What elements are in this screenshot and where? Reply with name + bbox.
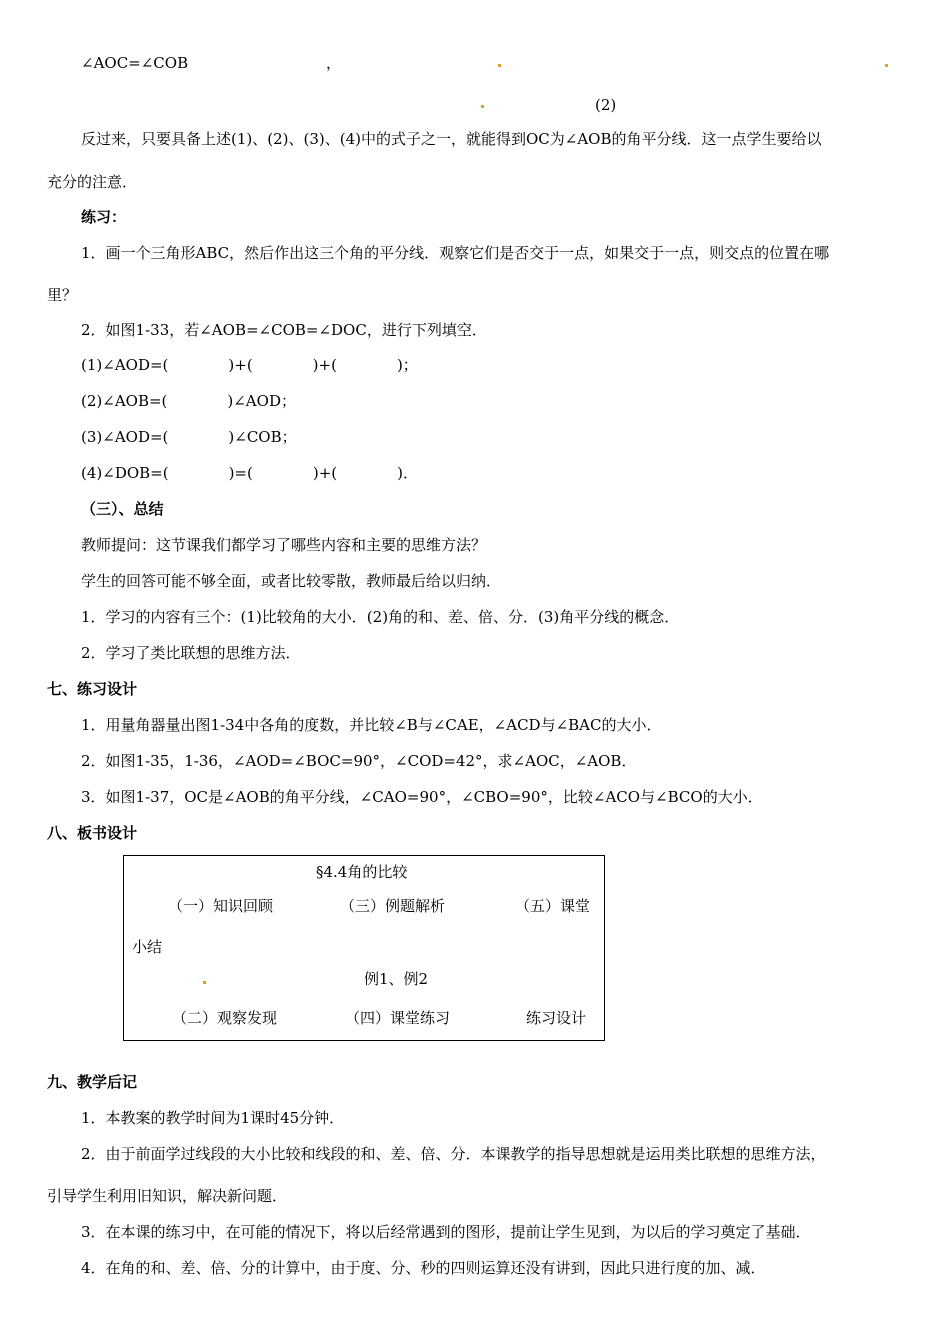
- formula-aoc-cob: ∠AOC=∠COB: [81, 54, 189, 72]
- mark-dot: [498, 64, 501, 67]
- summary-line: 教师提问：这节课我们都学习了哪些内容和主要的思维方法？: [81, 536, 487, 554]
- section-7-line: 3．如图1-37，OC是∠AOB的角平分线，∠CAO=90°，∠CBO=90°，比较∠ACO与∠BCO的大小．: [81, 788, 763, 806]
- board-item: 练习设计: [526, 1009, 587, 1027]
- board-item: 例1、例2: [364, 970, 429, 988]
- fill-blank-line: (1)∠AOD=( )+( )+( )；: [81, 356, 418, 374]
- board-item: （五）课堂: [515, 897, 591, 915]
- exercise-line: 2．如图1-33，若∠AOB=∠COB=∠DOC，进行下列填空．: [81, 321, 487, 339]
- section-7-line: 1．用量角器量出图1-34中各角的度数，并比较∠B与∠CAE，∠ACD与∠BAC的大小．: [81, 716, 662, 734]
- exercise-line: 1．画一个三角形ABC，然后作出这三个角的平分线．观察它们是否交于一点，如果交于一点，则交点的位置在哪: [81, 244, 830, 262]
- mark-dot: [481, 105, 484, 108]
- fill-blank-line: (3)∠AOD=( )∠COB；: [81, 428, 297, 446]
- section-9-line: 4．在角的和、差、倍、分的计算中，由于度、分、秒的四则运算还没有讲到，因此只进行度的加、减．: [81, 1259, 766, 1277]
- fill-blank-line: (2)∠AOB=( )∠AOD；: [81, 392, 296, 410]
- exercise-line: 里？: [47, 286, 78, 304]
- mark-dot: [885, 64, 888, 67]
- section-9-line: 引导学生利用旧知识，解决新问题．: [47, 1187, 288, 1205]
- board-item: 小结: [132, 938, 163, 956]
- board-item: （四）课堂练习: [345, 1009, 451, 1027]
- summary-heading: （三）、总结: [81, 500, 164, 518]
- summary-line: 学生的回答可能不够全面，或者比较零散，教师最后给以归纳．: [81, 572, 502, 590]
- board-item: （一）知识回顾: [168, 897, 274, 915]
- section-9-line: 3．在本课的练习中，在可能的情况下，将以后经常遇到的图形，提前让学生见到，为以后的学习奠定了基础．: [81, 1223, 811, 1241]
- section-7-line: 2．如图1-35，1-36，∠AOD=∠BOC=90°，∠COD=42°，求∠AOC，∠AOB．: [81, 752, 637, 770]
- section-9-line: 2．由于前面学过线段的大小比较和线段的和、差、倍、分．本课教学的指导思想就是运用类比联想的思维方法，: [81, 1145, 826, 1163]
- board-title: §4.4角的比较: [316, 863, 408, 881]
- formula-comma: ，: [326, 54, 342, 72]
- section-8-heading: 八、板书设计: [47, 824, 138, 842]
- fill-blank-line: (4)∠DOB=( )=( )+( )．: [81, 464, 418, 482]
- summary-line: 1．学习的内容有三个：(1)比较角的大小．(2)角的和、差、倍、分．(3)角平分线的概念．: [81, 608, 680, 626]
- paragraph-line: 充分的注意．: [47, 173, 138, 191]
- board-item: （三）例题解析: [340, 897, 446, 915]
- formula-number: (2): [595, 96, 617, 114]
- practice-heading: 练习：: [81, 208, 127, 226]
- paragraph-line: 反过来，只要具备上述(1)、(2)、(3)、(4)中的式子之一，就能得到OC为∠AOB的角平分线．这一点学生要给以: [81, 130, 822, 148]
- section-9-heading: 九、教学后记: [47, 1073, 138, 1091]
- summary-line: 2．学习了类比联想的思维方法．: [81, 644, 301, 662]
- section-7-heading: 七、练习设计: [47, 680, 138, 698]
- board-item: （二）观察发现: [172, 1009, 278, 1027]
- section-9-line: 1．本教案的教学时间为1课时45分钟．: [81, 1109, 345, 1127]
- board-design-box: [123, 855, 605, 1041]
- mark-dot: [203, 981, 206, 984]
